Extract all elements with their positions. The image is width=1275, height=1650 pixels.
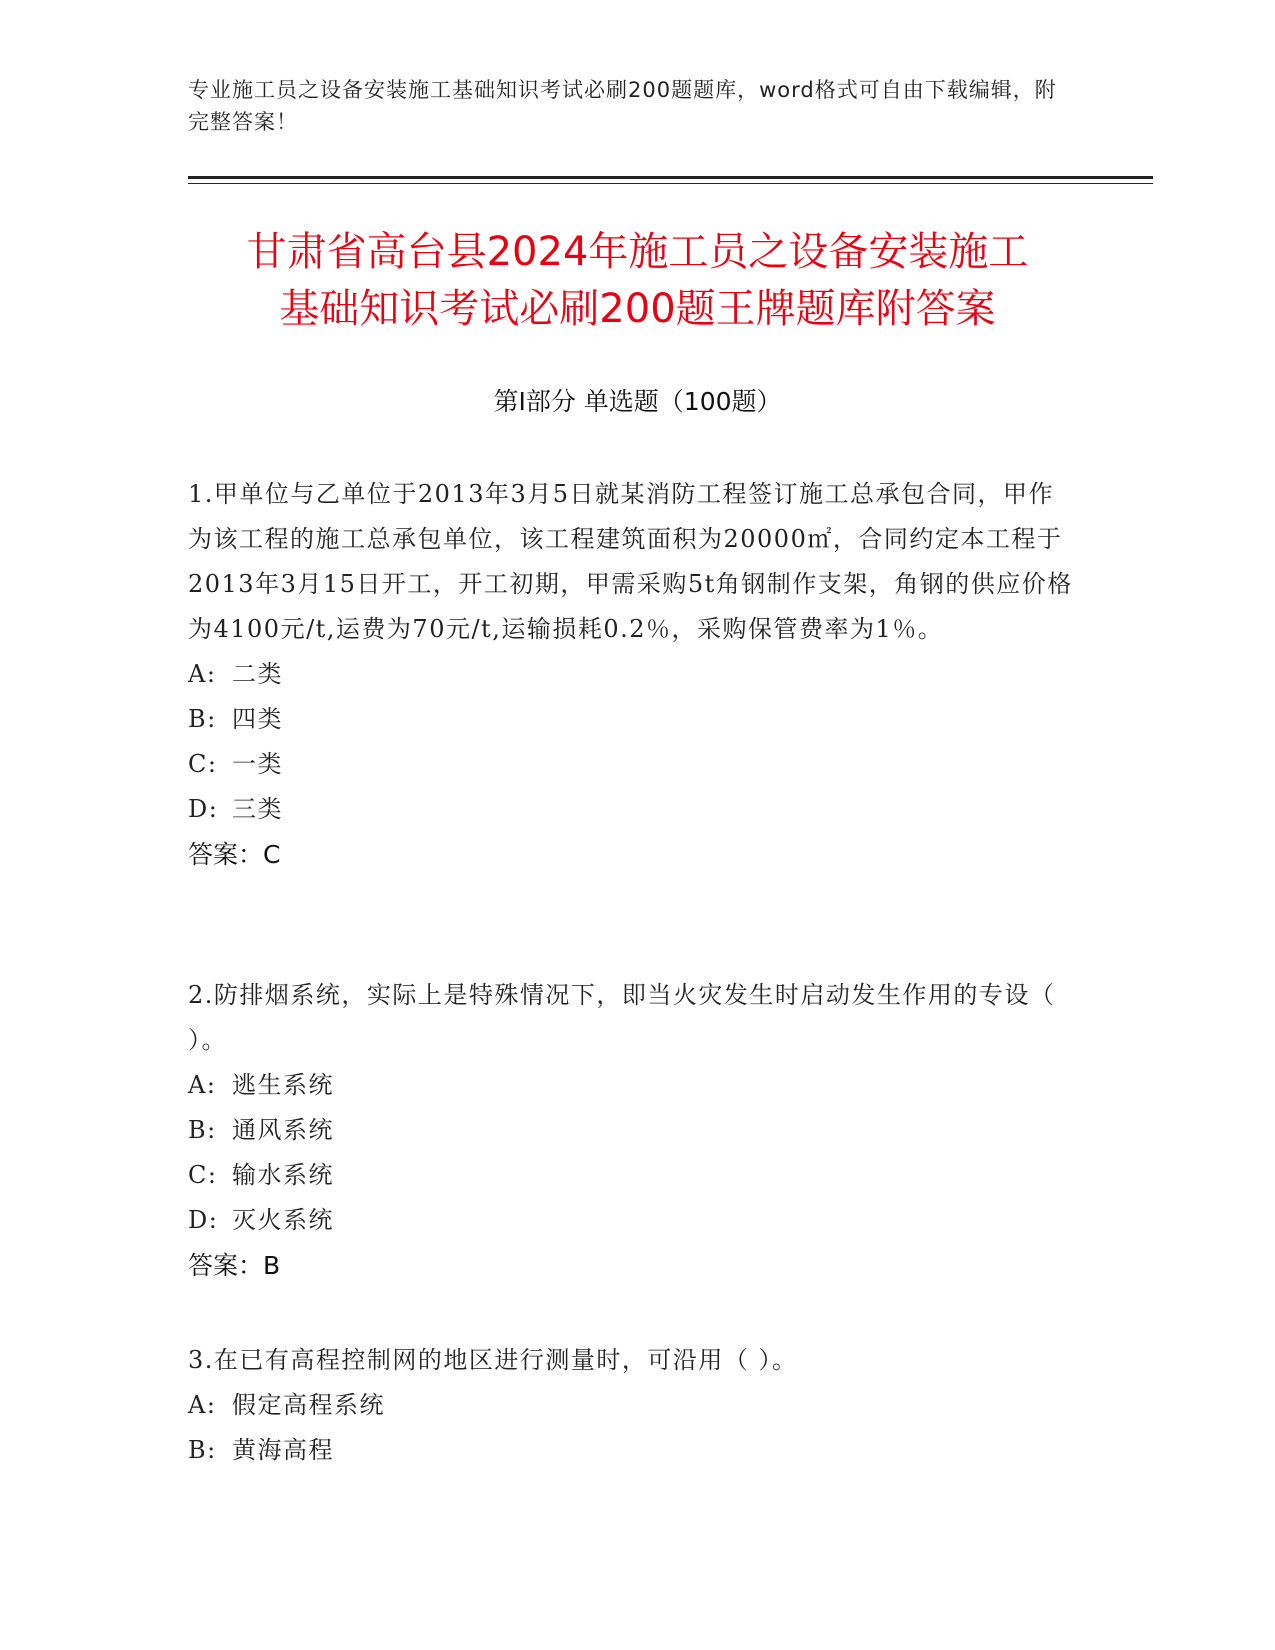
option-b bbox=[188, 697, 1078, 742]
option-text: 三类 bbox=[232, 795, 283, 823]
option-c bbox=[188, 742, 1078, 787]
answer-line: 答案：C bbox=[188, 840, 281, 869]
question-stem: 1.甲单位与乙单位于2013年3月5日就某消防工程签订施工总承包合同，甲作为该工程的施工总承包单位，该工程建筑面积为20000㎡，合同约定本工程于2013年3月15日开工，开工初期，甲需采购5t角钢制作支架，角钢的供应价格为4100元/t,运费为70元/t,运输损耗0.2％，采购保管费率为1％。 bbox=[188, 480, 1073, 643]
option-a bbox=[188, 652, 1078, 697]
option-b bbox=[188, 1428, 1078, 1473]
question-3 bbox=[188, 1338, 1078, 1473]
option-key: C: bbox=[188, 1161, 218, 1189]
option-text: 四类 bbox=[232, 705, 283, 733]
option-key: B: bbox=[188, 1436, 217, 1464]
option-text: 通风系统 bbox=[232, 1116, 334, 1144]
option-text: 二类 bbox=[232, 660, 283, 688]
document-title-line-1: 甘肃省高台县2024年施工员之设备安装施工 bbox=[246, 229, 1029, 275]
option-c bbox=[188, 1153, 1078, 1198]
option-text: 假定高程系统 bbox=[232, 1391, 385, 1419]
question-stem: 3.在已有高程控制网的地区进行测量时，可沿用（ ）。 bbox=[188, 1346, 798, 1374]
header-note: 专业施工员之设备安装施工基础知识考试必刷200题题库，word格式可自由下载编辑，附完整答案！ bbox=[188, 78, 1057, 134]
option-text: 灭火系统 bbox=[232, 1206, 334, 1234]
question-2 bbox=[188, 973, 1078, 1288]
option-key: D: bbox=[188, 1206, 219, 1234]
option-key: B: bbox=[188, 1116, 217, 1144]
option-a bbox=[188, 1383, 1078, 1428]
question-1 bbox=[188, 472, 1078, 877]
answer-line: 答案：B bbox=[188, 1251, 281, 1280]
option-text: 一类 bbox=[232, 750, 283, 778]
option-key: A: bbox=[188, 1391, 217, 1419]
option-b bbox=[188, 1108, 1078, 1153]
header-divider-thick bbox=[188, 176, 1153, 179]
option-key: A: bbox=[188, 660, 217, 688]
header-divider-thin bbox=[188, 183, 1153, 184]
option-d bbox=[188, 1198, 1078, 1243]
option-key: A: bbox=[188, 1071, 217, 1099]
option-a bbox=[188, 1063, 1078, 1108]
option-key: D: bbox=[188, 795, 219, 823]
option-key: C: bbox=[188, 750, 218, 778]
document-title-line-2: 基础知识考试必刷200题王牌题库附答案 bbox=[279, 286, 996, 332]
question-stem: 2.防排烟系统，实际上是特殊情况下，即当火灾发生时启动发生作用的专设（ ）。 bbox=[188, 981, 1056, 1054]
document-title bbox=[150, 224, 1125, 338]
section-title: 第Ⅰ部分 单选题（100题） bbox=[493, 387, 782, 416]
option-text: 逃生系统 bbox=[232, 1071, 334, 1099]
option-text: 输水系统 bbox=[232, 1161, 334, 1189]
option-text: 黄海高程 bbox=[232, 1436, 334, 1464]
option-key: B: bbox=[188, 705, 217, 733]
option-d bbox=[188, 787, 1078, 832]
